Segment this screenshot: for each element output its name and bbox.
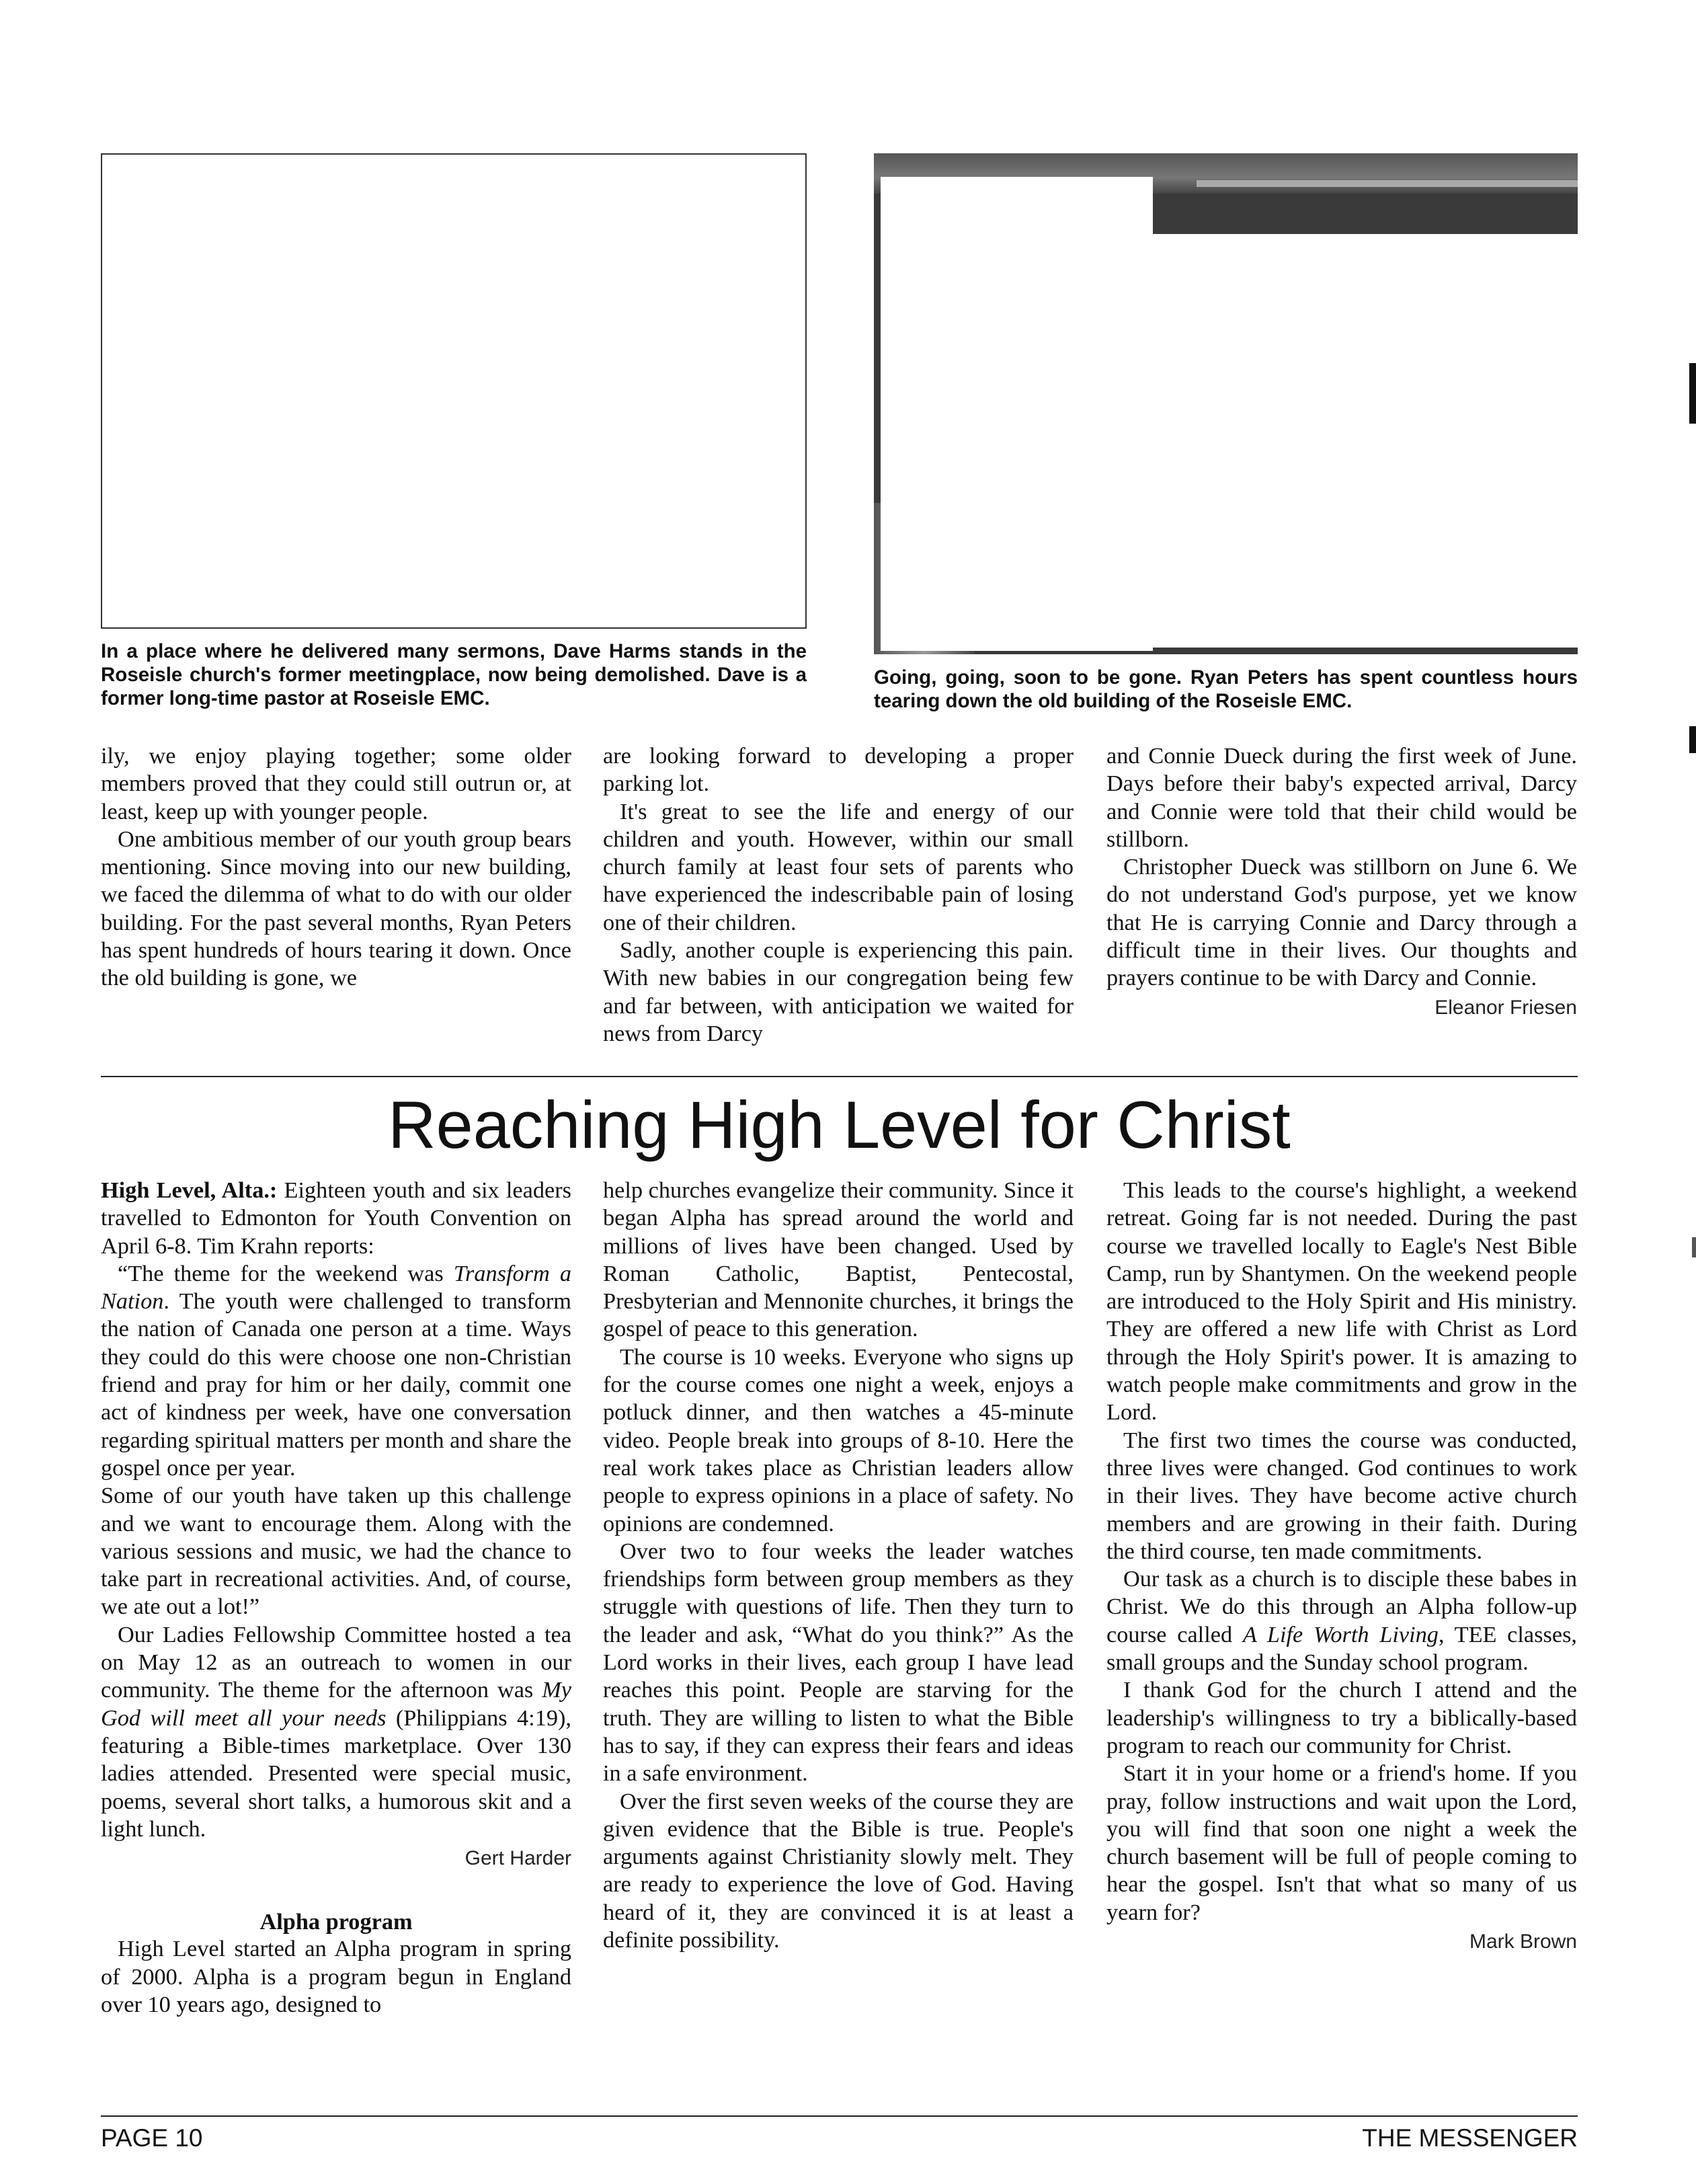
- dateline: High Level, Alta.:: [101, 1177, 278, 1203]
- paragraph: Sadly, another couple is experiencing this pain. With new babies in our congregation being few and far between, with anticipation we waited for news from Darcy: [603, 937, 1074, 1046]
- course-title: A Life Worth Living: [1242, 1621, 1439, 1647]
- paragraph-text: , TEE classes, small groups and the Sunday school program.: [1106, 1621, 1577, 1676]
- paragraph: This leads to the course's highlight, a weekend retreat. Going far is not needed. During the past course we travelled locally to Eagle's Nest Bible Camp, run by Shantymen. On the weekend people are introduced to the Holy Spirit and His ministry. They are offered a new life with Christ as Lord through the Holy Spirit's power. It is amazing to watch people make commitments and grow in the Lord.: [1106, 1177, 1577, 1426]
- photo-beam: [1197, 180, 1578, 187]
- article-column-2: [603, 1177, 1074, 1954]
- subheading: Alpha program: [259, 1909, 413, 1935]
- paragraph: [101, 1621, 571, 1843]
- article-column-1: [101, 1177, 571, 2019]
- paragraph-text: Our Ladies Fellowship Committee hosted a tea on May 12 as an outreach to women in our community. The theme for the afternoon was: [101, 1621, 571, 1703]
- paragraph: The first two times the course was conducted, three lives were changed. God continues to work in their lives. They have become active church members and are growing in their faith. During the third course, ten made commitments.: [1106, 1427, 1577, 1564]
- paragraph: help churches evangelize their community. Since it began Alpha has spread around the world and millions of lives have been changed. Used by Roman Catholic, Baptist, Pentecostal, Presbyterian and Mennonite churches, it brings the gospel of peace to this generation.: [603, 1177, 1074, 1342]
- paragraph: The course is 10 weeks. Everyone who signs up for the course comes one night a week, enjoys a potluck dinner, and then watches a 45-minute video. People break into groups of 8-10. Here the real work takes place as Christian leaders allow people to express opinions in a place of safety. No opinions are condemned.: [603, 1343, 1074, 1536]
- paragraph: I thank God for the church I attend and the leadership's willingness to try a biblically-based program to reach our community for Christ.: [1106, 1677, 1577, 1758]
- article-column-3: [1106, 1177, 1577, 1955]
- top-article-column-1: [101, 742, 571, 992]
- scan-edge-mark: [1689, 363, 1696, 424]
- divider: [101, 2115, 1578, 2117]
- paragraph: Over the first seven weeks of the course they are given evidence that the Bible is true. People's arguments against Christianity slowly melt. They are ready to experience the love of God. Having heard of it, they are convinced it is at least a definite possibility.: [603, 1788, 1074, 1953]
- divider: [101, 1076, 1578, 1077]
- paragraph: Start it in your home or a friend's home. If you pray, follow instructions and wait upon the Lord, you will find that soon one night a week the church basement will be full of people coming to hear the gospel. Isn't that what so many of us yearn for?: [1106, 1760, 1577, 1925]
- scan-edge-mark: [1689, 726, 1696, 753]
- theme-title: My God will meet all your needs: [101, 1677, 571, 1731]
- publication-name: THE MESSENGER: [1362, 2124, 1578, 2152]
- paragraph-text: “The theme for the weekend was: [118, 1260, 454, 1286]
- paragraph-text: (Philippians 4:19), featuring a Bible-times marketplace. Over 130 ladies attended. Presented were special music, poems, several short talks, a humorous skit and a light lunch.: [101, 1705, 571, 1842]
- top-article-column-3: [1106, 742, 1577, 1021]
- paragraph: One ambitious member of our youth group bears mentioning. Since moving into our new building, we faced the dilemma of what to do with our older building. For the past several months, Ryan Peters has spent hundreds of hours tearing it down. Once the old building is gone, we: [101, 826, 571, 991]
- headline: Reaching High Level for Christ: [388, 1087, 1291, 1162]
- theme-title: Transform a Nation: [101, 1260, 571, 1315]
- paragraph: Christopher Dueck was stillborn on June 6. We do not understand God's purpose, yet we know that He is carrying Connie and Darcy through a difficult time in their lives. Our thoughts and prayers continue to be with Darcy and Connie.: [1106, 854, 1577, 991]
- paragraph: Some of our youth have taken up this challenge and we want to encourage them. Along with the various sessions and music, we had the chance to take part in recreational activities. And, of course, we ate out a lot!”: [101, 1483, 571, 1620]
- byline: Mark Brown: [1469, 1930, 1577, 1953]
- scan-edge-mark: [1692, 1237, 1696, 1257]
- page-number: PAGE 10: [101, 2124, 203, 2152]
- photo-caption-right: Going, going, soon to be gone. Ryan Peters has spent countless hours tearing down the old building of the Roseisle EMC.: [874, 666, 1578, 712]
- photo-dave-harms: [101, 153, 807, 629]
- photo-redaction: [975, 234, 1578, 648]
- byline: Eleanor Friesen: [1435, 996, 1577, 1019]
- photo-caption-left: In a place where he delivered many sermons, Dave Harms stands in the Roseisle church's former meetingplace, now being demolished. Dave is a former long-time pastor at Roseisle EMC.: [101, 640, 807, 709]
- paragraph-text: . The youth were challenged to transform the nation of Canada one person at a time. Ways they could do this were choose one non-Christian friend and pray for him or her daily, commit one act of kindness per week, have one conversation regarding spiritual matters per month and share the gospel once per year.: [101, 1288, 572, 1481]
- byline: Gert Harder: [465, 1847, 571, 1870]
- paragraph: ily, we enjoy playing together; some older members proved that they could still outrun or, at least, keep up with younger people.: [101, 743, 571, 824]
- paragraph: Over two to four weeks the leader watches friendships form between group members as they struggle with questions of life. Then they turn to the leader and ask, “What do you think?” As the Lord works in their lives, each group I have lead reaches this point. People are starving for the truth. They are willing to listen to what the Bible has to say, if they can express their fears and ideas in a safe environment.: [603, 1538, 1074, 1787]
- paragraph: It's great to see the life and energy of our children and youth. However, within our small church family at least four sets of parents who have experienced the indescribable pain of losing one of their children.: [603, 798, 1074, 935]
- paragraph: [101, 1260, 571, 1482]
- paragraph: [1106, 1565, 1577, 1676]
- paragraph: are looking forward to developing a proper parking lot.: [603, 743, 1074, 797]
- paragraph: [101, 1177, 571, 1260]
- photo-demolition: [874, 153, 1578, 654]
- top-article-column-2: [603, 742, 1074, 1048]
- paragraph-text: Eighteen youth and six leaders travelled to Edmonton for Youth Convention on April 6-8. Tim Krahn reports:: [101, 1177, 571, 1259]
- paragraph-text: Our task as a church is to disciple these babes in Christ. We do this through an Alpha follow-up course called: [1106, 1566, 1577, 1647]
- paragraph: and Connie Dueck during the first week of June. Days before their baby's expected arrival, Darcy and Connie were told that their child would be stillborn.: [1106, 743, 1577, 852]
- paragraph: High Level started an Alpha program in spring of 2000. Alpha is a program begun in England over 10 years ago, designed to: [101, 1936, 571, 2018]
